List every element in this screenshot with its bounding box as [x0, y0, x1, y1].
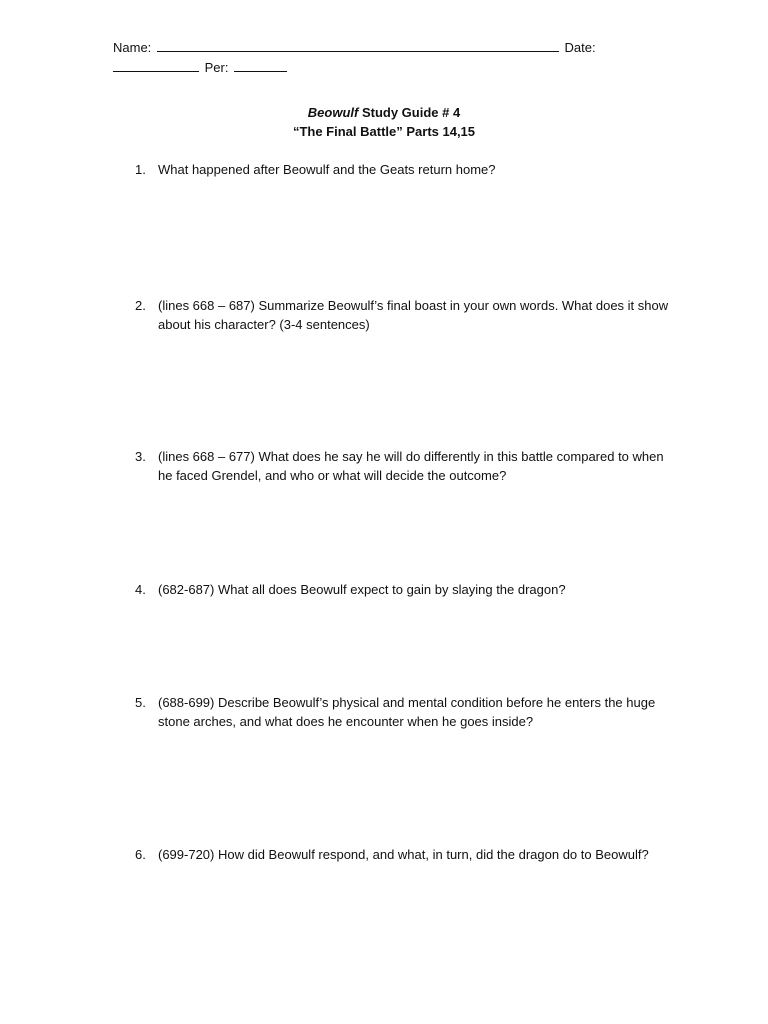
title-rest: Study Guide # 4 — [358, 105, 461, 120]
question-text: (lines 668 – 677) What does he say he will do differently in this battle compared to when he faced Grendel, and who or what will decide the outcome? — [158, 449, 664, 483]
question-item — [113, 693, 673, 731]
question-text: (699-720) How did Beowulf respond, and what, in turn, did the dragon do to Beowulf? — [158, 847, 649, 862]
question-text: (688-699) Describe Beowulf’s physical and mental condition before he enters the huge stone arches, and what does he encounter when he goes inside? — [158, 695, 656, 729]
per-label: Per: — [204, 60, 229, 75]
question-text: (682-687) What all does Beowulf expect to gain by slaying the dragon? — [158, 582, 566, 597]
question-number: 6. — [135, 847, 146, 862]
name-date-line — [113, 37, 673, 57]
question-number: 4. — [135, 582, 146, 597]
date-label: Date: — [564, 40, 596, 55]
question-text: What happened after Beowulf and the Geats return home? — [158, 162, 496, 177]
name-label: Name: — [113, 40, 152, 55]
name-blank[interactable] — [157, 37, 559, 52]
per-blank[interactable] — [234, 57, 287, 72]
question-item — [113, 447, 673, 485]
date-blank[interactable] — [113, 57, 199, 72]
question-item — [113, 160, 673, 179]
question-item — [113, 296, 673, 334]
title-italic: Beowulf — [307, 105, 359, 120]
question-number: 5. — [135, 695, 146, 710]
date-per-line — [113, 57, 289, 77]
title-block — [0, 103, 768, 141]
page-subtitle: “The Final Battle” Parts 14,15 — [292, 124, 476, 139]
question-item — [113, 580, 673, 599]
page-title — [0, 103, 768, 122]
question-item — [113, 845, 673, 864]
question-text: (lines 668 – 687) Summarize Beowulf’s final boast in your own words. What does it show about his character? (3-4 sentences) — [158, 298, 669, 332]
question-number: 2. — [135, 298, 146, 313]
question-number: 1. — [135, 162, 146, 177]
question-number: 3. — [135, 449, 146, 464]
